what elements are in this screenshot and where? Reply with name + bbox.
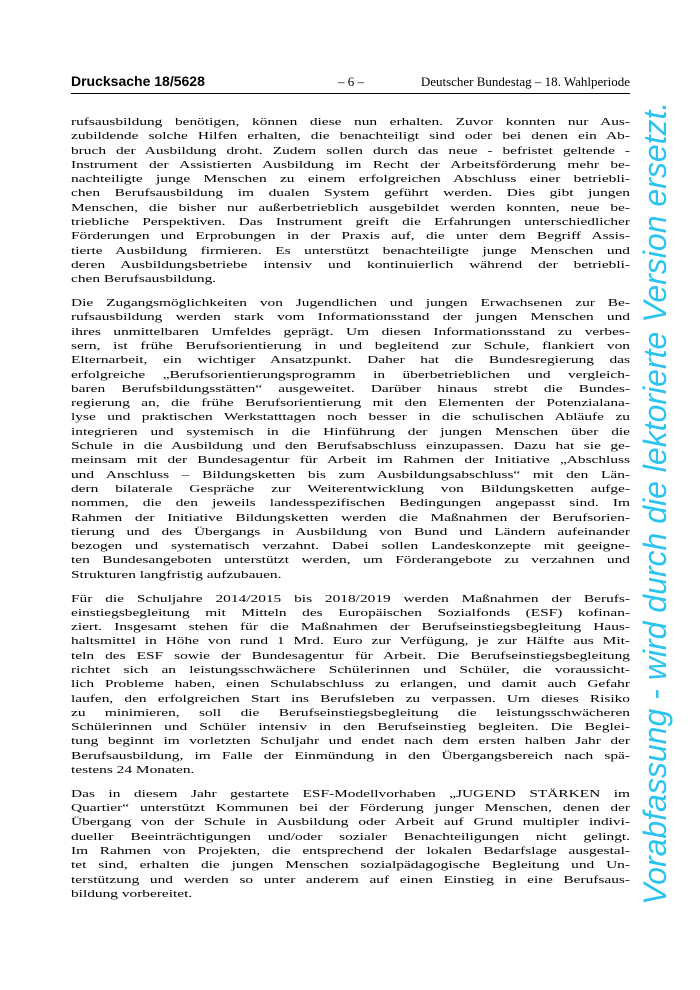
draft-watermark: Vorabfassung - wird durch die lektorierte Version ersetzt.	[637, 101, 673, 905]
parliament-term: Deutscher Bundestag – 18. Wahlperiode	[420, 74, 630, 89]
text-line: lyse und praktischen Werkstatttagen noch besser in die schulischen Abläufe zu	[71, 411, 630, 424]
text-line: rufsausbildung werden stark vom Informationsstand der jungen Menschen und	[71, 311, 630, 324]
text-line: Elternarbeit, ein wichtiger Ansatzpunkt. Daher hat die Bundesregierung das	[71, 354, 630, 367]
text-line: nommen, die den jeweils landesspezifischen Bedingungen angepasst sind. Im	[71, 497, 630, 510]
text-line: integrieren und systemisch in die Hinführung der jungen Menschen über die	[71, 425, 630, 438]
text-line: triebliche Perspektiven. Das Instrument greift die Erfahrungen unterschiedlicher	[71, 216, 630, 229]
text-line: nachteiligte junge Menschen zu einem erfolgreichen Abschluss einer betriebli-	[71, 173, 630, 186]
text-line: Für die Schuljahre 2014/2015 bis 2018/2019 werden Maßnahmen der Berufs-	[71, 592, 630, 605]
text-line: Die Zugangsmöglichkeiten von Jugendlichen und jungen Erwachsenen zur Be-	[71, 297, 630, 310]
body-text	[71, 115, 630, 911]
text-line: rufsausbildung benötigen, können diese nun erhalten. Zuvor konnten nur Aus-	[71, 116, 630, 128]
document-number: Drucksache 18/5628	[71, 73, 205, 89]
text-line: Im Rahmen von Projekten, die entsprechend der lokalen Bedarfslage ausgestal-	[71, 845, 630, 858]
text-line: bildung vorbereitet.	[71, 887, 193, 900]
text-line: Quartier“ unterstützt Kommunen bei der Förderung junger Menschen, denen der	[71, 802, 630, 815]
text-line: chen Berufsausbildung.	[71, 273, 217, 286]
text-line: ihres unmittelbaren Umfeldes geprägt. Um diesen Informationsstand zu verbes-	[71, 325, 630, 338]
page-number: – 6 –	[338, 74, 364, 89]
text-line: meinsam mit der Bundesagentur für Arbeit im Rahmen der Initiative „Abschluss	[71, 454, 630, 467]
text-line: deren Ausbildungsbetriebe intensiv und kontinuierlich während der betriebli-	[71, 258, 630, 271]
text-line: tierung und des Übergangs in Ausbildung von Bund und Ländern aufeinander	[71, 525, 630, 538]
text-line: baren Berufsbildungsstätten“ ausgeweitet. Darüber hinaus strebt die Bundes-	[71, 382, 630, 395]
text-line: und Anschluss – Bildungsketten bis zum Ausbildungsabschluss“ mit den Län-	[71, 468, 630, 481]
text-line: lich Probleme haben, einen Schulabschluss zu erlangen, und damit auch Gefahr	[71, 678, 630, 691]
text-line: bezogen und systematisch verzahnt. Dabei sollen Landeskonzepte mit geeigne-	[71, 540, 630, 553]
text-line: richtet sich an leistungsschwächere Schülerinnen und Schüler, die voraussicht-	[71, 663, 630, 676]
text-line: zu minimieren, soll die Berufseinstiegsbegleitung die leistungsschwächeren	[71, 706, 630, 719]
text-line: Das in diesem Jahr gestartete ESF-Modellvorhaben „JUGEND STÄRKEN im	[71, 787, 630, 800]
text-line: teln des ESF sowie der Bundesagentur für Arbeit. Die Berufseinstiegsbegleitung	[71, 649, 630, 662]
text-line: dueller Beeinträchtigungen und/oder sozialer Benachteiligungen nicht gelingt.	[71, 830, 630, 843]
text-line: Schule in die Ausbildung und den Berufsabschluss einzupassen. Dazu hat sie ge-	[71, 440, 630, 453]
text-line: zubildende solche Hilfen erhalten, die benachteiligt sind oder bei denen ein Ab-	[71, 130, 630, 143]
page-header	[71, 71, 630, 94]
text-line: bruch der Ausbildung droht. Zudem sollen durch das neue - befristet geltende -	[71, 144, 630, 157]
paragraph	[71, 787, 630, 901]
text-line: ziert. Insgesamt stehen für die Maßnahmen der Berufseinstiegsbegleitung Haus-	[71, 621, 630, 634]
paragraph	[71, 592, 630, 778]
text-line: Förderungen und Erprobungen in der Praxis auf, die unter dem Begriff Assis-	[71, 230, 630, 243]
text-line: chen Berufsausbildung im dualen System geführt werden. Dies gibt jungen	[71, 187, 630, 200]
text-line: tung beginnt im vorletzten Schuljahr und endet nach dem ersten halben Jahr der	[71, 735, 630, 748]
text-line: terstützung und werden so unter anderem auf einen Einstieg in eine Berufsaus-	[71, 873, 630, 886]
text-line: Übergang von der Schule in Ausbildung oder Arbeit auf Grund multipler indivi-	[71, 816, 630, 829]
paragraph	[71, 115, 630, 287]
text-line: tet sind, erhalten die jungen Menschen sozialpädagogische Begleitung und Un-	[71, 859, 630, 872]
text-line: regierung an, die frühe Berufsorientierung mit den Elementen der Potenzialana-	[71, 397, 630, 410]
text-line: Instrument der Assistierten Ausbildung im Recht der Arbeitsförderung mehr be-	[71, 158, 630, 171]
text-line: haltsmittel in Höhe von rund 1 Mrd. Euro zur Verfügung, je zur Hälfte aus Mit-	[71, 635, 630, 648]
text-line: Strukturen langfristig aufzubauen.	[71, 568, 282, 581]
text-line: sern, ist frühe Berufsorientierung in und begleitend zur Schule, flankiert von	[71, 339, 630, 352]
text-line: einstiegsbegleitung mit Mitteln des Europäischen Sozialfonds (ESF) kofinan-	[71, 606, 630, 619]
text-line: dern bilaterale Gespräche zur Weiterentwicklung von Bildungsketten aufge-	[71, 482, 630, 495]
text-line: Menschen, die bisher nur außerbetrieblich ausgebildet werden konnten, neue be-	[71, 201, 630, 214]
text-line: Berufsausbildung, im Falle der Einmündung in den Übergangsbereich nach spä-	[71, 749, 630, 762]
text-line: erfolgreiche „Berufsorientierungsprogramm in überbetrieblichen und vergleich-	[71, 368, 630, 381]
text-line: Schülerinnen und Schüler intensiv in den Berufseinstieg begleiten. Die Beglei-	[71, 721, 630, 734]
text-line: Rahmen der Initiative Bildungsketten werden die Maßnahmen der Berufsorien-	[71, 511, 630, 524]
text-line: tierte Ausbildung firmieren. Es unterstützt benachteiligte junge Menschen und	[71, 244, 630, 257]
text-line: ten Bundesangeboten unterstützt werden, um Förderangebote zu verzahnen und	[71, 554, 630, 567]
text-line: testens 24 Monaten.	[71, 764, 195, 777]
text-line: laufen, den erfolgreichen Start ins Berufsleben zu verpassen. Um dieses Risiko	[71, 692, 630, 705]
paragraph	[71, 296, 630, 582]
